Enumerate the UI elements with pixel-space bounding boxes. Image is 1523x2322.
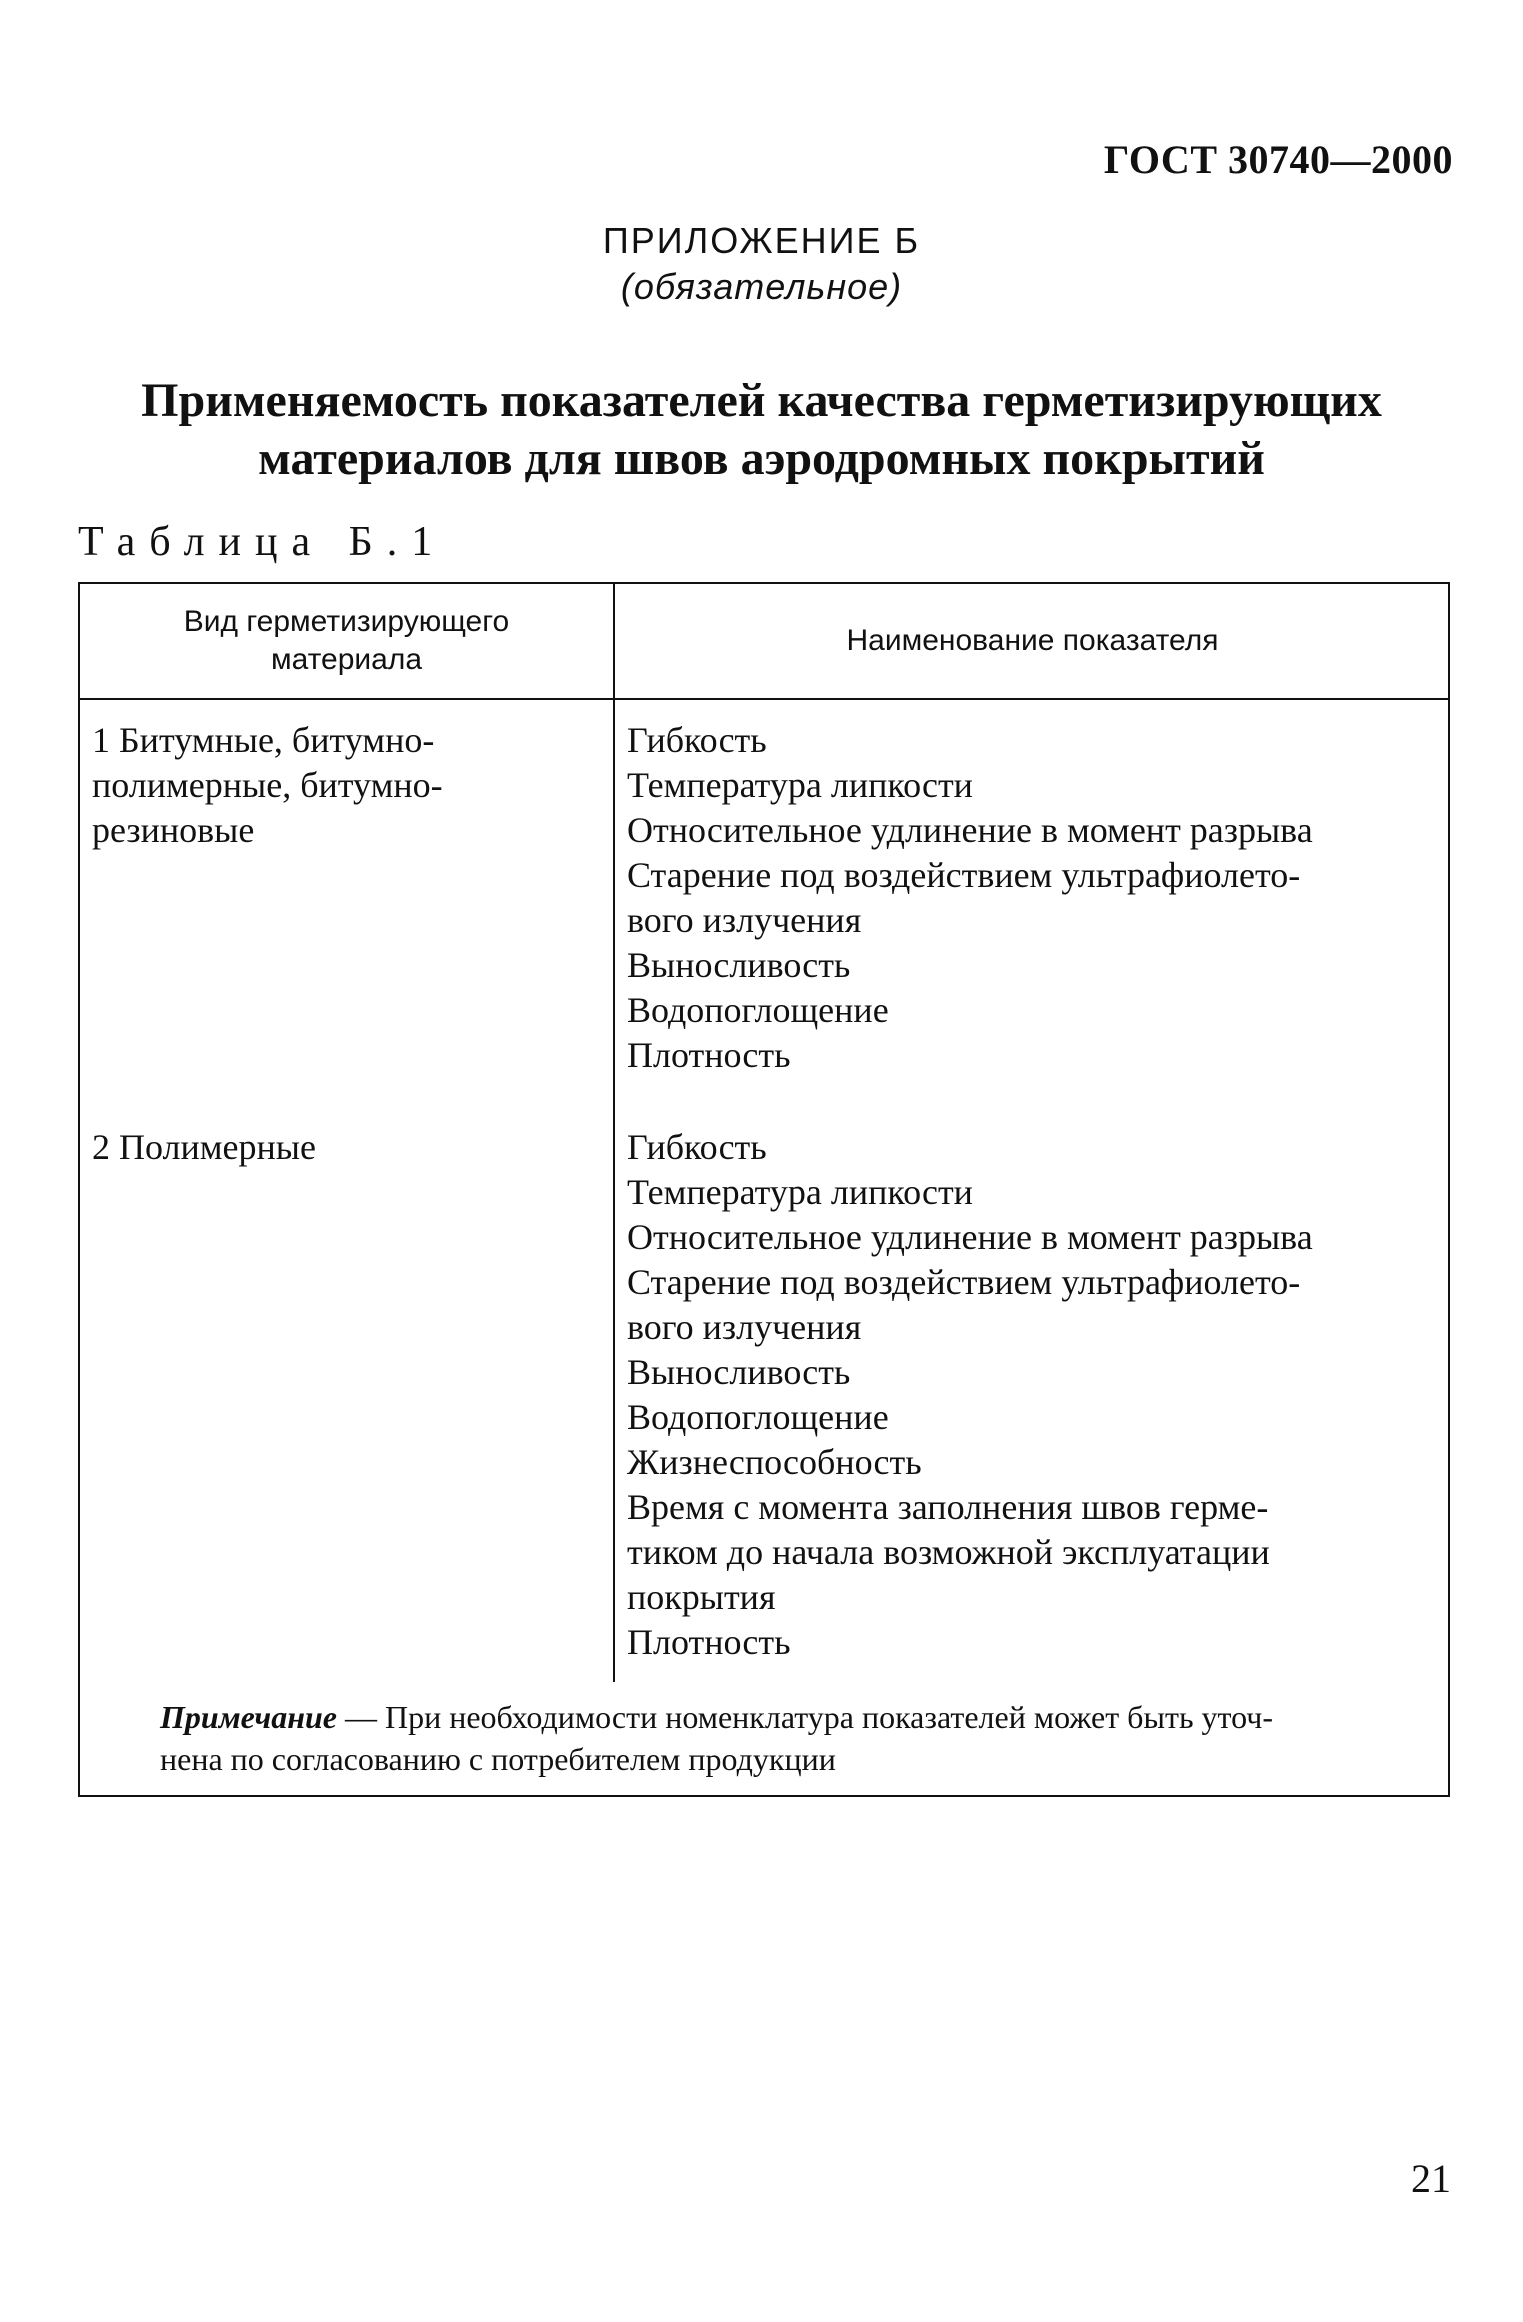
material-type-line: 2 Полимерные bbox=[92, 1127, 316, 1167]
table-caption: Таблица Б.1 bbox=[78, 519, 447, 565]
document-code: ГОСТ 30740—2000 bbox=[1103, 137, 1453, 182]
table-note-label: Примечание bbox=[160, 1699, 337, 1735]
indicator-item: Старение под воздействием ультрафиолето- bbox=[627, 1262, 1301, 1302]
header-divider bbox=[80, 698, 1448, 700]
indicator-item: вого излучения bbox=[627, 1307, 862, 1347]
indicator-item: Выносливость bbox=[627, 1352, 851, 1392]
indicator-item: Старение под воздействием ультрафиолето- bbox=[627, 855, 1301, 895]
indicator-item: Относительное удлинение в момент разрыва bbox=[627, 1217, 1313, 1257]
header-material-type bbox=[80, 584, 613, 698]
material-type-cell bbox=[92, 1125, 597, 1170]
indicator-item: тиком до начала возможной эксплуатации bbox=[627, 1532, 1270, 1572]
header-material-type-line-1: Вид герметизирующего bbox=[183, 605, 510, 638]
header-indicator-name: Наименование показателя bbox=[846, 624, 1219, 657]
table-note-line-1 bbox=[160, 1696, 1438, 1738]
indicator-item: покрытия bbox=[627, 1577, 776, 1617]
indicator-item: Температура липкости bbox=[627, 1172, 973, 1212]
header-material-type-line-2: материала bbox=[270, 643, 423, 676]
indicator-list bbox=[627, 718, 1437, 1078]
indicator-item: Гибкость bbox=[627, 720, 767, 760]
appendix-label: ПРИЛОЖЕНИЕ Б bbox=[602, 220, 921, 261]
material-type-line: полимерные, битумно- bbox=[92, 765, 443, 805]
indicator-item: Относительное удлинение в момент разрыва bbox=[627, 810, 1313, 850]
indicators-table bbox=[78, 582, 1450, 1797]
table-note-line-2: нена по согласованию с потребителем продукции bbox=[160, 1741, 836, 1777]
indicator-item: Гибкость bbox=[627, 1127, 767, 1167]
table-note-text: — При необходимости номенклатура показателей может быть уточ- bbox=[336, 1699, 1274, 1735]
page-number: 21 bbox=[1411, 2156, 1451, 2201]
material-type-line: резиновые bbox=[92, 810, 255, 850]
appendix-heading bbox=[0, 218, 1523, 310]
page-title-line-1: Применяемость показателей качества герметизирующих bbox=[141, 374, 1382, 427]
page-title-line-2: материалов для швов аэродромных покрытий bbox=[258, 432, 1265, 485]
indicator-item: Выносливость bbox=[627, 945, 851, 985]
column-divider bbox=[613, 584, 615, 1682]
material-type-cell bbox=[92, 718, 597, 853]
indicator-item: Температура липкости bbox=[627, 765, 973, 805]
indicator-list bbox=[627, 1125, 1437, 1665]
table-note bbox=[160, 1696, 1438, 1780]
material-type-line: 1 Битумные, битумно- bbox=[92, 720, 435, 760]
indicator-item: вого излучения bbox=[627, 900, 862, 940]
indicator-item: Время с момента заполнения швов герме- bbox=[627, 1487, 1269, 1527]
page-title bbox=[100, 372, 1423, 488]
indicator-item: Водопоглощение bbox=[627, 1397, 889, 1437]
indicator-item: Плотность bbox=[627, 1622, 791, 1662]
indicator-item: Водопоглощение bbox=[627, 990, 889, 1030]
appendix-status: (обязательное) bbox=[620, 266, 903, 307]
indicator-item: Плотность bbox=[627, 1035, 791, 1075]
indicator-item: Жизнеспособность bbox=[627, 1442, 922, 1482]
